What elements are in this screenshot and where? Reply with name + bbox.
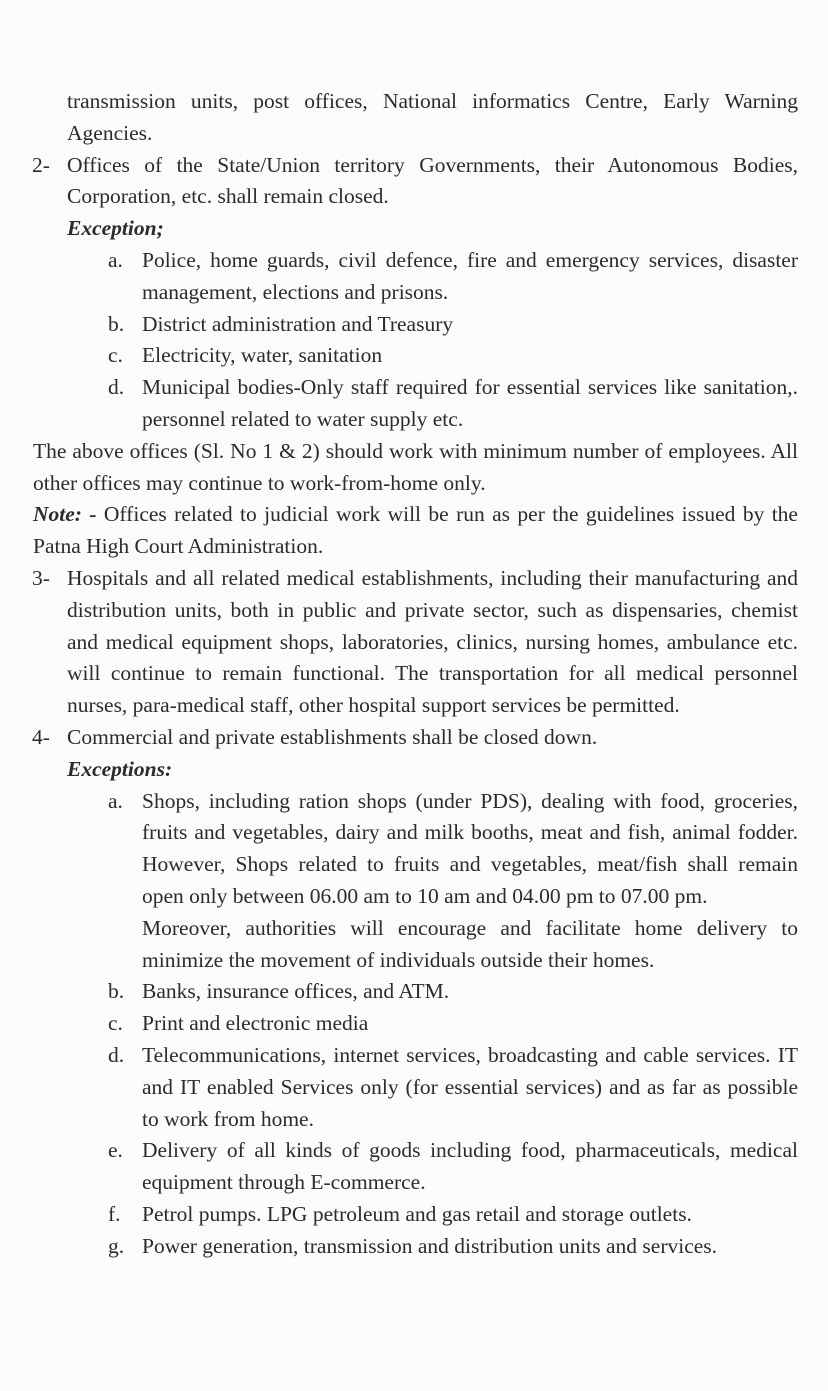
item-3-text: Hospitals and all related medical establishments, including their manufacturing and distribution units, both in public and private sector, such as dispensaries, chemist and medical equipment shops, laboratories, clinics, nursing homes, ambulance etc. will continue to remain functional. The transportation for all medical personnel nurses, para-medical staff, other hospital support services be permitted.	[67, 565, 798, 718]
note-text: Offices related to judicial work will be run as per the guidelines issued by the Patna High Court Administration.	[33, 502, 798, 559]
item-2-exception-a	[108, 245, 798, 309]
item-2-exception-label: Exception;	[67, 216, 164, 241]
exception-text: Delivery of all kinds of goods including food, pharmaceuticals, medical equipment through E-commerce.	[142, 1138, 798, 1195]
note-paragraph	[33, 499, 798, 563]
exception-text: Shops, including ration shops (under PDS), dealing with food, groceries, fruits and vegetables, dairy and milk booths, meat and fish, animal fodder. However, Shops related to fruits and vegetables, meat/fish shall remain open only between 06.00 am to 10 am and 04.00 pm to 07.00 pm.	[142, 788, 798, 908]
item-4-exception-c	[108, 1008, 798, 1040]
exception-marker: a.	[108, 788, 123, 813]
note-label: Note: -	[33, 502, 97, 527]
exception-text: Municipal bodies-Only staff required for essential services like sanitation,. personnel related to water supply etc.	[142, 375, 798, 431]
item-4-exception-e	[108, 1135, 798, 1199]
item-4-exception-b	[108, 976, 798, 1008]
exception-marker: b.	[108, 979, 125, 1004]
exception-marker: e.	[108, 1138, 123, 1163]
exception-marker: b.	[108, 311, 125, 336]
exception-text: Telecommunications, internet services, broadcasting and cable services. IT and IT enabled Services only (for essential services) and as far as possible to work from home.	[142, 1042, 798, 1131]
item-2-exception-b	[108, 309, 798, 341]
exception-marker: c.	[108, 1011, 123, 1036]
exception-text: Print and electronic media	[142, 1011, 369, 1036]
item-2-exception-c	[108, 340, 798, 372]
item-3	[32, 563, 798, 722]
item-4-number: 4-	[32, 724, 50, 749]
item-4-text: Commercial and private establishments shall be closed down.	[67, 724, 598, 749]
item-2-text: Offices of the State/Union territory Governments, their Autonomous Bodies, Corporation, etc. shall remain closed.	[67, 152, 798, 209]
exception-text: Petrol pumps. LPG petroleum and gas retail and storage outlets.	[142, 1201, 692, 1226]
item-2-number: 2-	[32, 152, 50, 177]
exception-marker: f.	[108, 1201, 121, 1226]
exception-marker: a.	[108, 247, 123, 272]
exception-marker: d.	[108, 1042, 125, 1067]
exception-text: Power generation, transmission and distribution units and services.	[142, 1233, 718, 1258]
exception-text: Electricity, water, sanitation	[142, 343, 383, 368]
item-4-exception-g	[108, 1231, 798, 1263]
exception-text: Banks, insurance offices, and ATM.	[142, 979, 450, 1004]
intro-continuation: transmission units, post offices, National informatics Centre, Early Warning Agencies.	[67, 89, 798, 145]
exception-marker: d.	[108, 375, 125, 400]
exception-marker: c.	[108, 343, 123, 368]
offices-note: The above offices (Sl. No 1 & 2) should work with minimum number of employees. All other offices may continue to work-from-home only.	[33, 438, 798, 495]
exception-text: District administration and Treasury	[142, 311, 454, 336]
exception-text: Police, home guards, civil defence, fire and emergency services, disaster management, elections and prisons.	[142, 247, 798, 304]
item-2-exception-d	[108, 372, 798, 436]
item-4-exception-d	[108, 1040, 798, 1135]
item-2	[32, 150, 798, 214]
item-3-number: 3-	[32, 565, 50, 590]
item-4-exception-label: Exceptions:	[67, 756, 173, 781]
exception-marker: g.	[108, 1233, 125, 1258]
item-4-exception-a-extra: Moreover, authorities will encourage and facilitate home delivery to minimize the movement of individuals outside their homes.	[142, 915, 798, 972]
item-4	[32, 722, 798, 754]
item-4-exception-a	[108, 786, 798, 913]
item-4-exception-f	[108, 1199, 798, 1231]
